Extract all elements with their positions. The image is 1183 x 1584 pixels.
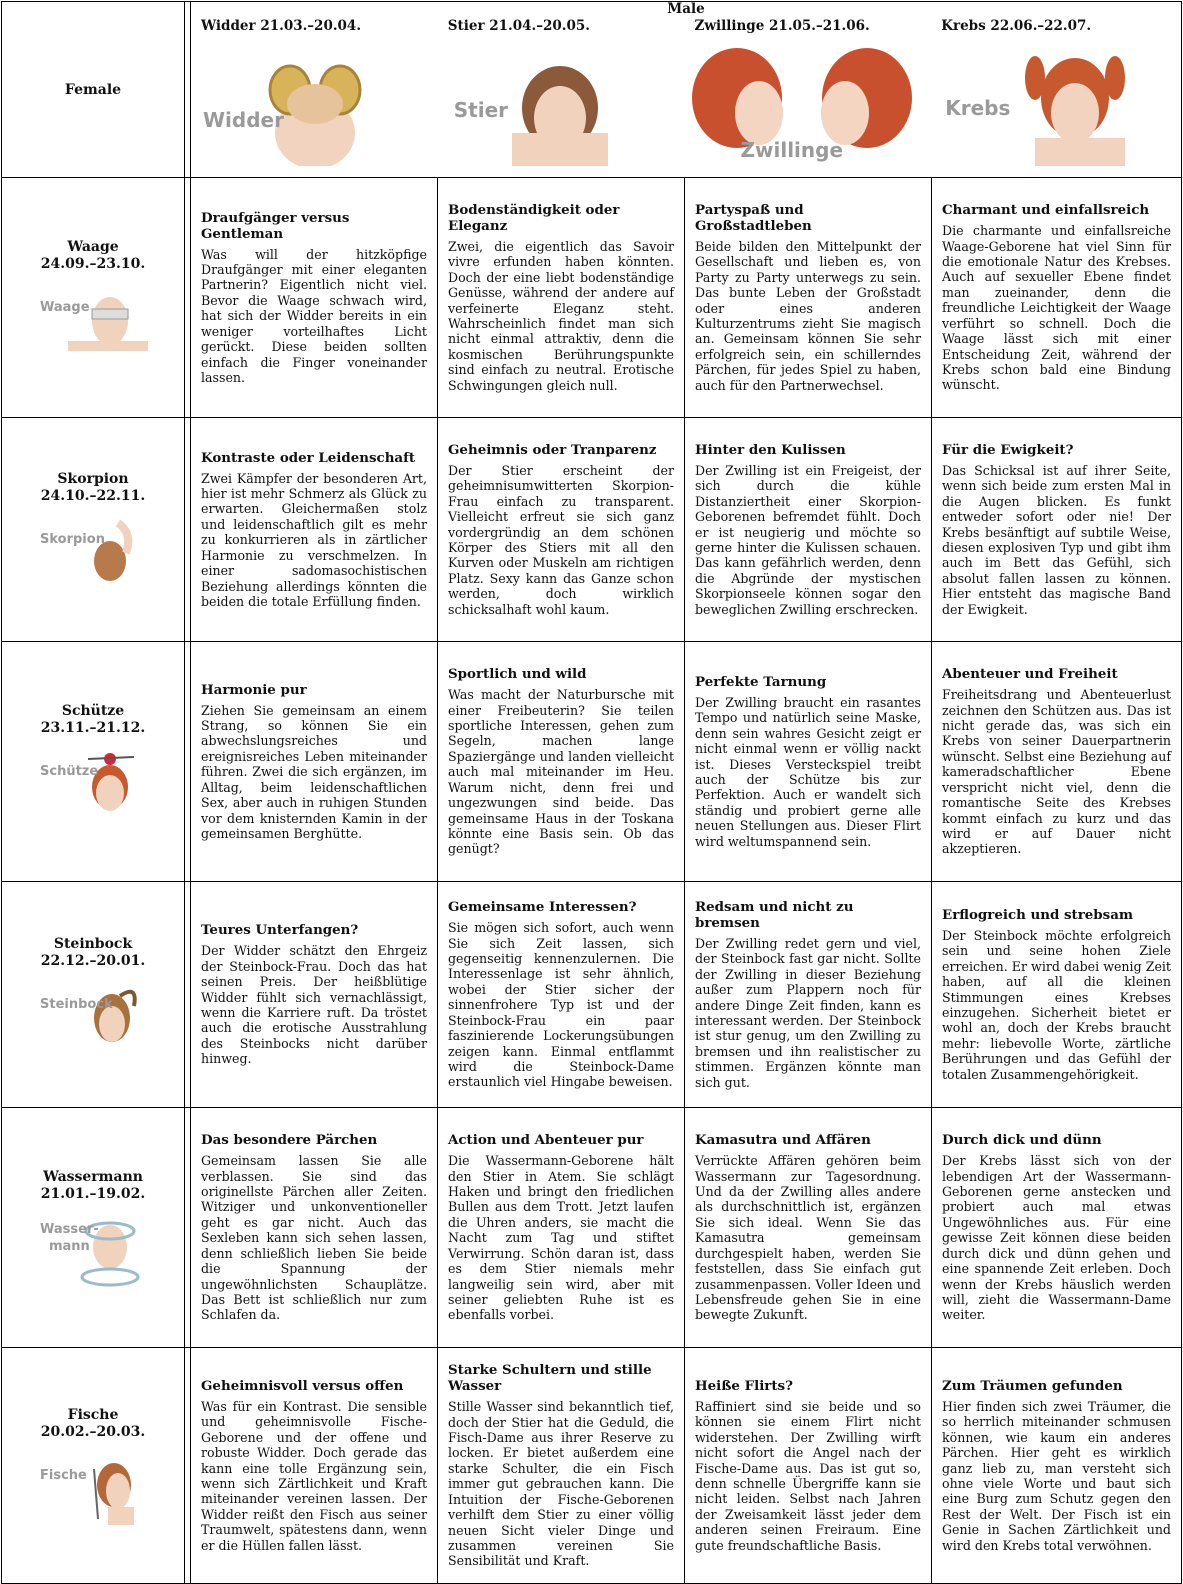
cell-text: Die charmante und einfallsreiche Waage-Geborene hat viel Sinn für die emotionale Natur des Krebses. Auch auf sexueller Ebene findet man zueinander, denn die freundliche Leichtigkeit der Waage verführt so schnell. Doch die Waage lässt sich mit einer Entscheidung Zeit, während der Krebs schon bald eine Bindung wünscht. bbox=[942, 223, 1171, 393]
cell-title: Teures Unterfangen? bbox=[201, 922, 359, 939]
cell-title: Partyspaß und Großstadtleben bbox=[695, 201, 812, 234]
cell-title: Abenteuer und Freiheit bbox=[942, 666, 1118, 683]
cell-schuetze-widder bbox=[191, 642, 438, 882]
column-header-zwillinge bbox=[685, 16, 932, 166]
cell-text: Der Zwilling braucht ein rasantes Tempo und natürlich seine Maske, denn sein wahres Gesicht zeigt er nicht einmal wenn er völlig nackt ist. Dieses Versteckspiel treibt auch der Schütze bis zur Perfektion. Auch er wandelt sich ständig und probiert gerne alle neuen Stellungen aus. Dieser Flirt wird weltumspannend sein. bbox=[695, 694, 921, 849]
waage-image-label: Waage bbox=[40, 299, 90, 315]
row-header-steinbock bbox=[2, 882, 185, 1108]
cell-text: Der Widder schätzt den Ehrgeiz der Steinbock-Frau. Doch das hat seinen Preis. Der heißblütige Widder fühlt sich vernachlässigt, wenn die Karriere ruft. Da tröstet auch die erotische Ausstrahlung des Steinbocks nicht darüber hinweg. bbox=[201, 943, 427, 1067]
cell-text: Der Krebs lässt sich von der lebendigen Art der Wassermann-Geborenen gerne anstecken und probiert auch mal etwas Ungewöhnliches aus. Für eine gewisse Zeit können diese beiden durch dick und dünn gehen und eine spannende Zeit erleben. Doch wenn der Krebs häuslich werden will, zieht die Wassermann-Dame weiter. bbox=[942, 1153, 1171, 1323]
row-wassermann bbox=[2, 1108, 1182, 1348]
cell-steinbock-stier bbox=[438, 882, 685, 1108]
compatibility-table bbox=[1, 1, 1182, 1584]
cell-text: Freiheitsdrang und Abenteuerlust zeichnen den Schützen aus. Das ist nicht gerade das, was sich ein Krebs von seiner Dauerpartnerin wünscht. Selbst eine Beziehung auf kameradschaftlicher Ebene verspricht nicht viel, denn die romantische Seite des Krebses kommt einfach zu kurz und das wird er auf Dauer nicht akzeptieren. bbox=[942, 687, 1171, 857]
steinbock-image-label: Steinbock bbox=[40, 996, 113, 1012]
cell-title: Bodenständigkeit oder Eleganz bbox=[448, 201, 620, 234]
krebs-image-label: Krebs bbox=[945, 96, 1011, 120]
cell-text: Der Steinbock möchte erfolgreich sein und seine hohen Ziele erreichen. Er wird dabei wenig Zeit haben, auf all die kleinen Stimmungen eines Krebses einzugehen. Sicherheit bietet er wohl an, doch der Krebs braucht mehr: liebevolle Worte, zärtliche Berührungen und das Gefühl der totalen Zusammengehörigkeit. bbox=[942, 927, 1171, 1082]
schuetze-portrait-image bbox=[38, 745, 148, 821]
cell-title: Gemeinsame Interessen? bbox=[448, 899, 637, 916]
cell-text: Was macht der Naturbursche mit einer Freibeuterin? Sie teilen sportliche Interessen, gehen zum Segeln, machen lange Spaziergänge und landen vielleicht auch mal miteinander im Heu. Warum nicht, denn frei und ungezwungen sind beide. Das gemeinsame Haus in der Toskana könnte eine Basis sein. Ob das genügt? bbox=[448, 687, 674, 857]
cell-waage-stier bbox=[438, 178, 685, 418]
cell-fische-widder bbox=[191, 1348, 438, 1584]
sign-dates: 24.10.–22.11. bbox=[40, 487, 146, 504]
row-header-skorpion bbox=[2, 418, 185, 642]
cell-wassermann-zwillinge bbox=[685, 1108, 932, 1348]
cell-wassermann-widder bbox=[191, 1108, 438, 1348]
cell-text: Zwei Kämpfer der besonderen Art, hier ist mehr Schmerz als Glück zu erwarten. Gleichermaßen stolz und leidenschaftlich gilt es mehr zu konkurrieren als in zärtlicher Harmonie zu verschmelzen. In einer sadomasochistischen Beziehung allerdings könnten die beiden die totale Erfüllung finden. bbox=[201, 470, 427, 609]
row-skorpion bbox=[2, 418, 1182, 642]
cell-title: Charmant und einfallsreich bbox=[942, 202, 1150, 219]
widder-image-label: Widder bbox=[203, 108, 284, 132]
sign-dates: 20.02.–20.03. bbox=[40, 1423, 146, 1440]
male-header bbox=[191, 2, 1182, 178]
column-header-widder bbox=[191, 16, 438, 166]
cell-title: Perfekte Tarnung bbox=[695, 673, 827, 690]
fische-image-label: Fische bbox=[40, 1467, 87, 1483]
cell-title: Redsam und nicht zu bremsen bbox=[695, 898, 854, 931]
cell-title: Harmonie pur bbox=[201, 681, 307, 698]
cell-title: Zum Träumen gefunden bbox=[942, 1377, 1123, 1394]
cell-text: Der Zwilling redet gern und viel, der Steinbock fast gar nicht. Sollte der Zwilling in dieser Beziehung außer zum Plappern noch für andere Dinge Zeit finden, kann es interessant werden. Der Steinbock ist stur genug, um den Zwilling zu bremsen und ihn realistischer zu stimmen. Ergänzen könnte man sich gut. bbox=[695, 935, 921, 1090]
zwillinge-portrait-image bbox=[689, 38, 919, 166]
cell-text: Zwei, die eigentlich das Savoir vivre erfunden haben könnten. Doch der eine liebt bodenständige Genüsse, während der andere auf verfeinerte Eleganz steht. Wahrscheinlich findet man sich nicht einmal attraktiv, denn die kosmischen Berührungspunkte sind einfach zu neutral. Erotische Schwingungen gleich null. bbox=[448, 238, 674, 393]
sign-name: Schütze bbox=[61, 702, 125, 719]
sign-dates: 24.09.–23.10. bbox=[40, 255, 146, 272]
zwillinge-image-label: Zwillinge bbox=[740, 138, 844, 162]
header-row bbox=[2, 2, 1182, 178]
column-header-krebs bbox=[931, 16, 1181, 166]
row-steinbock bbox=[2, 882, 1182, 1108]
cell-waage-zwillinge bbox=[685, 178, 932, 418]
cell-schuetze-zwillinge bbox=[685, 642, 932, 882]
cell-steinbock-widder bbox=[191, 882, 438, 1108]
sign-name: Skorpion bbox=[57, 470, 129, 487]
cell-text: Was will der hitzköpfige Draufgänger mit einer eleganten Partnerin? Eigentlich nicht viel. Bevor die Waage schwach wird, hat sich der Widder bereits in ein weniger vorteilhaftes Licht gerückt. Diese beiden sollten einfach die Finger voneinander lassen. bbox=[201, 246, 427, 385]
cell-skorpion-zwillinge bbox=[685, 418, 932, 642]
column-title: Zwillinge 21.05.–21.06. bbox=[694, 18, 870, 34]
sign-name: Waage bbox=[67, 238, 119, 255]
row-waage bbox=[2, 178, 1182, 418]
cell-title: Starke Schultern und stille Wasser bbox=[448, 1362, 652, 1395]
cell-text: Das Schicksal ist auf ihrer Seite, wenn sich beide zum ersten Mal in die Augen blicken. Es funkt entweder sofort oder nie! Der Krebs besänftigt auf subtile Weise, diesen explosiven Typ und gibt ihm auch im Bett das Gefühl, sich absolut fallen lassen zu können. Hier entsteht das magische Band der Ewigkeit. bbox=[942, 462, 1171, 617]
cell-waage-widder bbox=[191, 178, 438, 418]
cell-text: Beide bilden den Mittelpunkt der Gesellschaft und lieben es, von Party zu Party unterwegs zu sein. Das bunte Leben der Großstadt oder eines anderen Kulturzentrums zieht Sie magisch an. Gemeinsam können Sie sehr erfolgreich sein, ein schillerndes Pärchen, für jedes Spiel zu haben, auch für den Partnerwechsel. bbox=[695, 238, 921, 393]
cell-title: Durch dick und dünn bbox=[942, 1132, 1102, 1149]
row-header-wassermann bbox=[2, 1108, 185, 1348]
cell-skorpion-stier bbox=[438, 418, 685, 642]
sign-name: Fische bbox=[67, 1406, 119, 1423]
sign-name: Wassermann bbox=[43, 1168, 143, 1185]
column-header-stier bbox=[438, 16, 685, 166]
cell-text: Was für ein Kontrast. Die sensible und geheimnisvolle Fische-Geborene und der offene und robuste Widder. Doch gerade das kann eine tolle Ergänzung sein, wenn sich Zärtlichkeit und Kraft miteinander vereinen lassen. Der Widder reißt den Fisch aus seiner Traumwelt, spätestens dann, wenn er die Hüllen fallen lässt. bbox=[201, 1398, 427, 1553]
cell-wassermann-krebs bbox=[932, 1108, 1182, 1348]
cell-steinbock-zwillinge bbox=[685, 882, 932, 1108]
widder-portrait-image bbox=[195, 38, 425, 166]
row-header-waage bbox=[2, 178, 185, 418]
fische-portrait-image bbox=[38, 1449, 148, 1525]
cell-text: Hier finden sich zwei Träumer, die so herrlich miteinander schmusen können, wie kaum ein anderes Pärchen. Hier geht es wirklich ganz lieb zu, man versteht sich ohne viele Worte und baut sich eine Burg zum Schutz gegen den Rest der Welt. Der Fisch ist ein Genie in Sachen Zärtlichkeit und wird den Krebs total verwöhnen. bbox=[942, 1398, 1171, 1553]
cell-text: Sie mögen sich sofort, auch wenn Sie sich Zeit lassen, sich gegenseitig kennenzulernen. Die Interessenlage ist sehr ähnlich, wobei der Stier sicher der sinnenfrohere Typ ist und der Steinbock-Frau ein paar faszinierende Lockerungsübungen zeigen kann. Einmal entflammt wird die Steinbock-Dame erstaunlich viel Hingabe beweisen. bbox=[448, 920, 674, 1090]
cell-text: Raffiniert sind sie beide und so können sie einem Flirt nicht widerstehen. Der Zwilling wirft nicht sofort die Angel nach der Fische-Dame aus. Das ist gut so, denn schnelle Übergriffe kann sie nicht leiden. Selbst nach Jahren der Zweisamkeit lässt jeder dem anderen seinen Freiraum. Eine gute freundschaftliche Basis. bbox=[695, 1398, 921, 1553]
steinbock-portrait-image bbox=[38, 978, 148, 1054]
row-header-fische bbox=[2, 1348, 185, 1584]
schuetze-image-label: Schütze bbox=[40, 763, 99, 779]
cell-text: Gemeinsam lassen Sie alle verblassen. Sie sind das originellste Pärchen aller Zeiten. Witziger und unkonventioneller geht es gar nicht. Auch das Sexleben kann sich sehen lassen, denn schließlich lieben Sie beide die Spannung der ungewöhnlichsten Schauplätze. Das Bett ist schließlich nur zum Schlafen da. bbox=[201, 1153, 427, 1323]
wassermann-portrait-image bbox=[38, 1211, 148, 1287]
skorpion-portrait-image bbox=[38, 513, 148, 589]
cell-title: Heiße Flirts? bbox=[695, 1377, 793, 1394]
cell-skorpion-krebs bbox=[932, 418, 1182, 642]
cell-title: Für die Ewigkeit? bbox=[942, 441, 1074, 458]
cell-title: Hinter den Kulissen bbox=[695, 441, 846, 458]
cell-title: Das besondere Pärchen bbox=[201, 1132, 378, 1149]
cell-waage-krebs bbox=[932, 178, 1182, 418]
cell-text: Verrückte Affären gehören beim Wassermann zur Tagesordnung. Und da der Zwilling alles andere als durchschnittlich ist, ergänzen Sie sich ideal. Wenn Sie das Kamasutra gemeinsam durchgespielt haben, werden Sie feststellen, dass Sie einfach gut zusammenpassen. Voller Ideen und Lebensfreude gehen Sie in eine bewegte Zukunft. bbox=[695, 1153, 921, 1323]
waage-portrait-image bbox=[38, 281, 148, 357]
wassermann-image-label: Wasser- mann bbox=[40, 1221, 99, 1254]
cell-steinbock-krebs bbox=[932, 882, 1182, 1108]
cell-title: Action und Abenteuer pur bbox=[448, 1132, 644, 1149]
skorpion-image-label: Skorpion bbox=[40, 531, 105, 547]
column-title: Widder 21.03.–20.04. bbox=[201, 18, 362, 34]
cell-skorpion-widder bbox=[191, 418, 438, 642]
cell-title: Kamasutra und Affären bbox=[695, 1132, 871, 1149]
cell-title: Draufgänger versus Gentleman bbox=[201, 209, 350, 242]
cell-text: Stille Wasser sind bekanntlich tief, doch der Stier hat die Geduld, die Fisch-Dame aus ihrer Reserve zu locken. Er bietet außerdem eine starke Schulter, die ein Fisch immer gut gebrauchen kann. Die Intuition der Fische-Geborenen verhilft dem Stier zu einer völlig neuen Sicht vieler Dinge und zusammen vereinen Sie Sensibilität und Kraft. bbox=[448, 1399, 674, 1569]
cell-title: Erflogreich und strebsam bbox=[942, 906, 1134, 923]
sign-dates: 21.01.–19.02. bbox=[40, 1185, 146, 1202]
sign-dates: 23.11.–21.12. bbox=[40, 719, 146, 736]
cell-text: Der Stier erscheint der geheimnisumwitterten Skorpion-Frau einfach zu transparent. Vielleicht erfreut sie sich ganz vordergründig an dem schönen Körper des Stiers mit all den Kurven oder Muskeln am richtigen Platz. Sexy kann das Ganze schon werden, doch wirklich schicksalhaft wohl kaum. bbox=[448, 462, 674, 617]
male-label: Male bbox=[667, 1, 705, 17]
sign-name: Steinbock bbox=[53, 935, 133, 952]
cell-wassermann-stier bbox=[438, 1108, 685, 1348]
cell-title: Geheimnisvoll versus offen bbox=[201, 1377, 404, 1394]
cell-fische-stier bbox=[438, 1348, 685, 1584]
cell-schuetze-stier bbox=[438, 642, 685, 882]
cell-text: Die Wassermann-Geborene hält den Stier in Atem. Sie schlägt Haken und bringt den friedlichen Bullen aus dem Trott. Jetzt laufen die Uhren anders, sie macht die Nacht zum Tag und stiftet Verwirrung. Schön daran ist, dass es dem Stier niemals mehr langweilig sein wird, aber mit seiner geliebten Ruhe ist es ebenfalls vorbei. bbox=[448, 1153, 674, 1323]
cell-title: Kontraste oder Leidenschaft bbox=[201, 449, 416, 466]
stier-portrait-image bbox=[442, 38, 672, 166]
cell-title: Sportlich und wild bbox=[448, 666, 587, 683]
cell-title: Geheimnis oder Tranparenz bbox=[448, 441, 657, 458]
cell-schuetze-krebs bbox=[932, 642, 1182, 882]
row-fische bbox=[2, 1348, 1182, 1584]
row-header-schuetze bbox=[2, 642, 185, 882]
cell-fische-krebs bbox=[932, 1348, 1182, 1584]
sign-dates: 22.12.–20.01. bbox=[40, 952, 146, 969]
row-schuetze bbox=[2, 642, 1182, 882]
column-title: Krebs 22.06.–22.07. bbox=[941, 18, 1092, 34]
cell-text: Der Zwilling ist ein Freigeist, der sich durch die kühle Distanziertheit einer Skorpion-Geborenen befremdet fühlt. Doch er ist neugierig und möchte so gerne hinter die Kulissen schauen. Das kann gefährlich werden, denn die Abgründe der mystischen Skorpionseele können sogar den beweglichen Zwilling erschrecken. bbox=[695, 462, 921, 617]
column-title: Stier 21.04.–20.05. bbox=[447, 18, 590, 34]
cell-text: Ziehen Sie gemeinsam an einem Strang, so können Sie ein abwechslungsreiches und ereignisreiches Leben miteinander führen. Zwei die sich ergänzen, im Alltag, beim leidenschaftlichen Sex, aber auch in ruhigen Stunden vor dem knisternden Kamin in der gemeinsamen Berghütte. bbox=[201, 702, 427, 841]
krebs-portrait-image bbox=[935, 38, 1165, 166]
stier-image-label: Stier bbox=[453, 98, 508, 122]
female-header: Female bbox=[2, 2, 185, 178]
cell-fische-zwillinge bbox=[685, 1348, 932, 1584]
